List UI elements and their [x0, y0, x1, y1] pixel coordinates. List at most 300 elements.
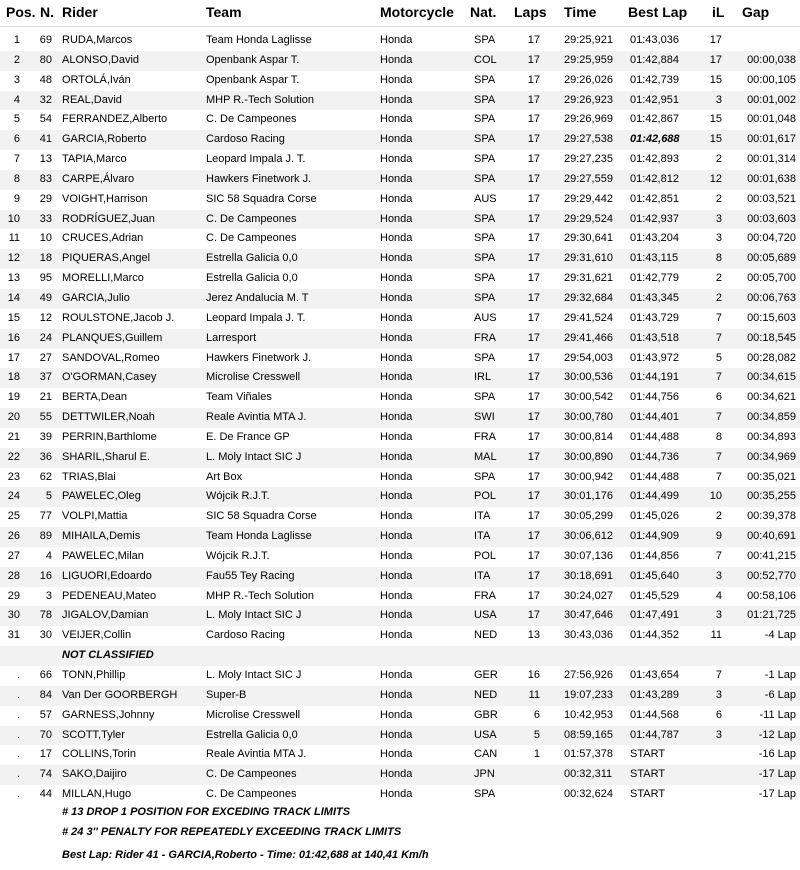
cell-race-time: 00:32,624 — [564, 788, 613, 801]
cell-nationality: GER — [474, 669, 498, 681]
cell-gap: 00:39,378 — [747, 510, 796, 523]
cell-position: 5 — [13, 113, 20, 126]
table-row — [0, 765, 800, 785]
cell-position: 18 — [7, 371, 20, 384]
cell-rider-name: REAL,David — [62, 93, 122, 106]
cell-rider-name: SHARIL,Sharul E. — [62, 450, 151, 463]
cell-motorcycle: Honda — [380, 768, 413, 781]
cell-motorcycle: Honda — [380, 53, 413, 66]
cell-rider-name: ROULSTONE,Jacob J. — [62, 311, 175, 324]
cell-position: 14 — [7, 291, 20, 304]
cell-team-name: Cardoso Racing — [206, 133, 285, 146]
cell-il: 6 — [715, 391, 722, 404]
cell-motorcycle: Honda — [380, 708, 413, 721]
table-row — [0, 468, 800, 488]
header-motorcycle: Motorcycle — [380, 4, 454, 20]
cell-motorcycle: Honda — [380, 728, 413, 741]
cell-laps: 17 — [527, 232, 540, 245]
cell-il: 3 — [715, 569, 722, 582]
cell-rider-number: 66 — [39, 669, 52, 681]
cell-team-name: Reale Avintia MTA J. — [206, 411, 307, 424]
cell-best-lap: 01:43,972 — [630, 351, 679, 364]
cell-laps: 17 — [527, 73, 540, 86]
cell-rider-name: VOIGHT,Harrison — [62, 192, 148, 205]
cell-race-time: 29:26,026 — [564, 73, 613, 86]
results-table — [0, 31, 800, 805]
cell-best-lap: 01:44,191 — [630, 371, 679, 384]
cell-nationality: SPA — [474, 34, 496, 46]
cell-gap: 00:01,638 — [747, 172, 796, 185]
cell-nationality: AUS — [474, 311, 497, 324]
cell-nationality: SPA — [474, 212, 496, 225]
cell-nationality: SPA — [474, 172, 496, 185]
cell-team-name: C. De Campeones — [206, 232, 297, 245]
cell-rider-number: 37 — [39, 371, 52, 384]
cell-nationality: POL — [474, 490, 497, 503]
cell-il: 2 — [715, 192, 722, 205]
cell-gap: 00:05,700 — [747, 272, 796, 285]
cell-race-time: 30:00,890 — [564, 450, 613, 463]
cell-team-name: Leopard Impala J. T. — [206, 153, 306, 166]
cell-rider-number: 16 — [39, 569, 52, 582]
table-row — [0, 110, 800, 130]
cell-motorcycle: Honda — [380, 510, 413, 523]
cell-rider-name: PIQUERAS,Angel — [62, 252, 151, 265]
table-row — [0, 329, 800, 349]
cell-rider-name: SANDOVAL,Romeo — [62, 351, 160, 364]
cell-gap: 00:06,763 — [747, 291, 796, 304]
cell-position: 21 — [7, 430, 20, 443]
cell-laps: 17 — [527, 34, 540, 46]
cell-team-name: Fau55 Tey Racing — [206, 569, 295, 582]
cell-position: 28 — [7, 569, 20, 582]
cell-nationality: SPA — [474, 113, 496, 126]
cell-il: 7 — [715, 311, 722, 324]
cell-position: . — [16, 768, 20, 781]
cell-best-lap: 01:45,529 — [630, 589, 679, 602]
cell-best-lap: 01:43,345 — [630, 291, 679, 304]
cell-rider-number: 54 — [39, 113, 52, 126]
cell-best-lap: 01:42,893 — [630, 153, 679, 166]
cell-motorcycle: Honda — [380, 34, 413, 46]
cell-best-lap: 01:44,488 — [630, 470, 679, 483]
cell-best-lap: 01:44,499 — [630, 490, 679, 503]
table-row — [0, 706, 800, 726]
table-row — [0, 309, 800, 329]
cell-laps: 17 — [527, 192, 540, 205]
cell-position: . — [16, 688, 20, 701]
cell-race-time: 10:42,953 — [564, 708, 613, 721]
table-row — [0, 91, 800, 111]
table-row — [0, 507, 800, 527]
cell-nationality: CAN — [474, 748, 498, 761]
table-row — [0, 31, 800, 51]
cell-position: . — [16, 669, 20, 681]
table-row — [0, 745, 800, 765]
header-rider: Rider — [62, 4, 98, 20]
table-row — [0, 726, 800, 746]
cell-gap: -17 Lap — [758, 788, 796, 801]
cell-rider-number: 17 — [39, 748, 52, 761]
cell-best-lap: 01:42,937 — [630, 212, 679, 225]
cell-rider-name: Van Der GOORBERGH — [62, 688, 178, 701]
cell-race-time: 27:56,926 — [564, 669, 613, 681]
cell-team-name: Wójcik R.J.T. — [206, 549, 270, 562]
cell-gap: 00:40,691 — [747, 530, 796, 543]
cell-best-lap: 01:42,884 — [630, 53, 679, 66]
table-row — [0, 587, 800, 607]
cell-race-time: 30:00,780 — [564, 411, 613, 424]
table-row — [0, 349, 800, 369]
cell-position: 31 — [7, 629, 20, 642]
cell-laps: 17 — [527, 113, 540, 126]
cell-nationality: SPA — [474, 232, 496, 245]
cell-motorcycle: Honda — [380, 629, 413, 642]
cell-rider-name: PAWELEC,Oleg — [62, 490, 141, 503]
cell-team-name: Microlise Cresswell — [206, 371, 301, 384]
cell-best-lap: 01:44,568 — [630, 708, 679, 721]
cell-laps: 17 — [527, 371, 540, 384]
cell-motorcycle: Honda — [380, 450, 413, 463]
cell-laps: 17 — [527, 311, 540, 324]
cell-best-lap: 01:45,026 — [630, 510, 679, 523]
cell-laps: 11 — [528, 688, 540, 701]
header-time: Time — [564, 4, 597, 20]
cell-laps: 1 — [533, 748, 540, 761]
cell-il: 7 — [715, 411, 722, 424]
cell-best-lap: 01:45,640 — [630, 569, 679, 582]
cell-gap: 00:05,689 — [747, 252, 796, 265]
cell-best-lap: 01:42,867 — [630, 113, 679, 126]
cell-team-name: Openbank Aspar T. — [206, 73, 300, 86]
cell-il: 17 — [709, 34, 722, 46]
table-row — [0, 289, 800, 309]
cell-position: 4 — [13, 93, 20, 106]
cell-rider-name: GARCIA,Julio — [62, 291, 130, 304]
cell-il: 2 — [715, 291, 722, 304]
cell-rider-name: VOLPI,Mattia — [62, 510, 128, 523]
table-row — [0, 269, 800, 289]
cell-race-time: 30:07,136 — [564, 549, 613, 562]
cell-team-name: SIC 58 Squadra Corse — [206, 192, 317, 205]
cell-rider-name: RUDA,Marcos — [62, 34, 133, 46]
cell-laps: 13 — [527, 629, 540, 642]
cell-team-name: Microlise Cresswell — [206, 708, 301, 721]
cell-il: 15 — [709, 113, 722, 126]
cell-motorcycle: Honda — [380, 490, 413, 503]
cell-nationality: SPA — [474, 391, 496, 404]
cell-motorcycle: Honda — [380, 391, 413, 404]
cell-rider-number: 4 — [45, 549, 52, 562]
cell-nationality: MAL — [474, 450, 497, 463]
cell-team-name: Larresport — [206, 331, 257, 344]
cell-nationality: COL — [474, 53, 497, 66]
cell-rider-number: 27 — [39, 351, 52, 364]
cell-motorcycle: Honda — [380, 351, 413, 364]
cell-best-lap: 01:47,491 — [630, 609, 679, 622]
cell-motorcycle: Honda — [380, 212, 413, 225]
cell-il: 4 — [715, 589, 722, 602]
cell-rider-number: 69 — [39, 34, 52, 46]
cell-rider-name: JIGALOV,Damian — [62, 609, 149, 622]
cell-gap: 00:03,521 — [747, 192, 796, 205]
cell-rider-number: 18 — [39, 252, 52, 265]
cell-rider-number: 21 — [39, 391, 52, 404]
table-row — [0, 210, 800, 230]
cell-race-time: 30:01,176 — [564, 490, 613, 503]
table-row — [0, 51, 800, 71]
cell-team-name: Reale Avintia MTA J. — [206, 748, 307, 761]
cell-motorcycle: Honda — [380, 172, 413, 185]
cell-best-lap: 01:42,851 — [630, 192, 679, 205]
cell-best-lap: 01:42,739 — [630, 73, 679, 86]
cell-position: 20 — [7, 411, 20, 424]
cell-race-time: 29:32,684 — [564, 291, 613, 304]
cell-rider-number: 33 — [39, 212, 52, 225]
cell-il: 3 — [715, 212, 722, 225]
cell-motorcycle: Honda — [380, 788, 413, 801]
header-laps: Laps — [514, 4, 547, 20]
cell-team-name: L. Moly Intact SIC J — [206, 450, 302, 463]
cell-best-lap: 01:43,036 — [630, 34, 679, 46]
cell-rider-number: 10 — [39, 232, 52, 245]
cell-team-name: MHP R.-Tech Solution — [206, 93, 315, 106]
cell-rider-name: PAWELEC,Milan — [62, 549, 144, 562]
cell-il: 8 — [715, 430, 722, 443]
cell-rider-name: O'GORMAN,Casey — [62, 371, 157, 384]
cell-laps: 17 — [527, 490, 540, 503]
table-row — [0, 150, 800, 170]
cell-rider-number: 32 — [39, 93, 52, 106]
cell-laps: 17 — [527, 252, 540, 265]
cell-motorcycle: Honda — [380, 430, 413, 443]
header-number: N. — [40, 4, 54, 20]
cell-laps: 5 — [533, 728, 540, 741]
cell-laps: 17 — [527, 133, 540, 146]
cell-laps: 17 — [527, 549, 540, 562]
cell-il: 11 — [710, 629, 722, 642]
table-row — [0, 388, 800, 408]
cell-laps: 17 — [527, 430, 540, 443]
cell-rider-name: COLLINS,Torin — [62, 748, 136, 761]
cell-gap: 00:01,002 — [747, 93, 796, 106]
table-header — [0, 0, 800, 27]
cell-il: 3 — [715, 232, 722, 245]
cell-race-time: 29:41,466 — [564, 331, 613, 344]
table-row — [0, 428, 800, 448]
cell-race-time: 30:00,536 — [564, 371, 613, 384]
cell-gap: 00:58,106 — [747, 589, 796, 602]
cell-motorcycle: Honda — [380, 331, 413, 344]
cell-gap: 00:35,021 — [747, 470, 796, 483]
cell-rider-number: 57 — [39, 708, 52, 721]
cell-rider-name: PERRIN,Barthlome — [62, 430, 157, 443]
cell-rider-name: PEDENEAU,Mateo — [62, 589, 157, 602]
cell-race-time: 29:54,003 — [564, 351, 613, 364]
best-lap-summary: Best Lap: Rider 41 - GARCIA,Roberto - Time: 01:42,688 at 140,41 Km/h — [62, 849, 429, 861]
cell-rider-number: 24 — [39, 331, 52, 344]
cell-best-lap: 01:43,289 — [630, 688, 679, 701]
cell-position: 24 — [7, 490, 20, 503]
cell-motorcycle: Honda — [380, 192, 413, 205]
cell-il: 7 — [715, 669, 722, 681]
cell-best-lap: 01:44,488 — [630, 430, 679, 443]
cell-team-name: Hawkers Finetwork J. — [206, 172, 312, 185]
cell-nationality: SPA — [474, 73, 496, 86]
cell-rider-number: 95 — [39, 272, 52, 285]
cell-rider-number: 70 — [39, 728, 52, 741]
cell-position: 19 — [7, 391, 20, 404]
cell-rider-number: 39 — [39, 430, 52, 443]
cell-nationality: ITA — [474, 530, 491, 543]
cell-rider-name: MIHAILA,Demis — [62, 530, 141, 543]
cell-best-lap: 01:42,779 — [630, 272, 679, 285]
cell-race-time: 29:27,559 — [564, 172, 613, 185]
table-row — [0, 527, 800, 547]
cell-il: 3 — [715, 728, 722, 741]
cell-best-lap: 01:44,856 — [630, 549, 679, 562]
cell-rider-number: 3 — [45, 589, 52, 602]
cell-motorcycle: Honda — [380, 252, 413, 265]
cell-il: 5 — [715, 351, 722, 364]
cell-best-lap: 01:44,756 — [630, 391, 679, 404]
cell-laps: 17 — [527, 450, 540, 463]
cell-race-time: 29:29,524 — [564, 212, 613, 225]
cell-il: 7 — [715, 470, 722, 483]
cell-best-lap: 01:43,115 — [630, 252, 679, 265]
cell-race-time: 29:31,621 — [564, 272, 613, 285]
cell-race-time: 29:41,524 — [564, 311, 613, 324]
cell-race-time: 30:47,646 — [564, 609, 613, 622]
cell-race-time: 08:59,165 — [564, 728, 613, 741]
cell-rider-number: 13 — [39, 153, 52, 166]
cell-nationality: USA — [474, 609, 497, 622]
cell-nationality: FRA — [474, 331, 496, 344]
cell-race-time: 29:31,610 — [564, 252, 613, 265]
cell-gap: 01:21,725 — [747, 609, 796, 622]
header-team: Team — [206, 4, 242, 20]
cell-position: 13 — [7, 272, 20, 285]
table-row — [0, 368, 800, 388]
cell-position: 8 — [13, 172, 20, 185]
table-row — [0, 408, 800, 428]
not-classified-header — [0, 646, 800, 666]
cell-rider-name: CRUCES,Adrian — [62, 232, 144, 245]
table-row — [0, 547, 800, 567]
cell-gap: 00:01,048 — [747, 113, 796, 126]
cell-nationality: SWI — [474, 411, 495, 424]
cell-position: 23 — [7, 470, 20, 483]
cell-best-lap: START — [630, 768, 666, 781]
cell-best-lap: 01:44,787 — [630, 728, 679, 741]
cell-nationality: IRL — [474, 371, 492, 384]
cell-team-name: Estrella Galicia 0,0 — [206, 728, 298, 741]
cell-rider-name: DETTWILER,Noah — [62, 411, 155, 424]
cell-position: 17 — [7, 351, 20, 364]
cell-race-time: 29:25,921 — [564, 34, 613, 46]
cell-laps: 17 — [527, 272, 540, 285]
cell-gap: 00:03,603 — [747, 212, 796, 225]
cell-rider-number: 77 — [39, 510, 52, 523]
cell-position: 12 — [7, 252, 20, 265]
cell-nationality: GBR — [474, 708, 498, 721]
cell-laps: 17 — [527, 411, 540, 424]
cell-il: 8 — [715, 252, 722, 265]
cell-race-time: 30:43,036 — [564, 629, 613, 642]
penalty-note-13: # 13 DROP 1 POSITION FOR EXCEDING TRACK LIMITS — [62, 806, 351, 818]
cell-laps: 17 — [527, 291, 540, 304]
cell-gap: 00:41,215 — [747, 549, 796, 562]
cell-race-time: 30:00,814 — [564, 430, 613, 443]
cell-il: 7 — [715, 331, 722, 344]
cell-rider-number: 44 — [39, 788, 52, 801]
cell-laps: 17 — [527, 351, 540, 364]
cell-nationality: SPA — [474, 351, 496, 364]
cell-laps: 16 — [527, 669, 540, 681]
cell-il: 6 — [715, 708, 722, 721]
cell-gap: 00:35,255 — [747, 490, 796, 503]
cell-team-name: C. De Campeones — [206, 113, 297, 126]
cell-rider-name: SAKO,Daijiro — [62, 768, 127, 781]
cell-rider-name: GARNESS,Johnny — [62, 708, 155, 721]
cell-position: 7 — [13, 153, 20, 166]
cell-laps: 17 — [527, 391, 540, 404]
cell-motorcycle: Honda — [380, 569, 413, 582]
cell-team-name: Super-B — [206, 688, 247, 701]
cell-rider-name: FERRANDEZ,Alberto — [62, 113, 168, 126]
cell-gap: -6 Lap — [764, 688, 796, 701]
cell-rider-name: GARCIA,Roberto — [62, 133, 147, 146]
table-row — [0, 190, 800, 210]
cell-position: . — [16, 708, 20, 721]
cell-nationality: USA — [474, 728, 497, 741]
cell-rider-number: 80 — [39, 53, 52, 66]
cell-gap: 00:52,770 — [747, 569, 796, 582]
cell-gap: 00:00,038 — [747, 53, 796, 66]
cell-position: . — [16, 748, 20, 761]
cell-nationality: ITA — [474, 569, 491, 582]
table-row — [0, 567, 800, 587]
cell-team-name: Wójcik R.J.T. — [206, 490, 270, 503]
cell-nationality: FRA — [474, 589, 496, 602]
cell-rider-name: RODRÍGUEZ,Juan — [62, 212, 155, 225]
table-row — [0, 626, 800, 646]
cell-rider-name: SCOTT,Tyler — [62, 728, 125, 741]
cell-team-name: L. Moly Intact SIC J — [206, 609, 302, 622]
cell-laps: 17 — [527, 470, 540, 483]
cell-motorcycle: Honda — [380, 73, 413, 86]
cell-position: 9 — [13, 192, 20, 205]
cell-team-name: E. De France GP — [206, 430, 290, 443]
cell-nationality: SPA — [474, 272, 496, 285]
cell-motorcycle: Honda — [380, 470, 413, 483]
cell-gap: 00:01,314 — [747, 153, 796, 166]
cell-team-name: L. Moly Intact SIC J — [206, 669, 302, 681]
cell-team-name: Estrella Galicia 0,0 — [206, 252, 298, 265]
cell-nationality: SPA — [474, 153, 496, 166]
cell-il: 2 — [715, 272, 722, 285]
cell-rider-number: 84 — [39, 688, 52, 701]
cell-gap: -11 Lap — [759, 708, 796, 721]
cell-motorcycle: Honda — [380, 589, 413, 602]
cell-rider-number: 36 — [39, 450, 52, 463]
cell-team-name: Estrella Galicia 0,0 — [206, 272, 298, 285]
cell-il: 3 — [715, 609, 722, 622]
cell-team-name: Openbank Aspar T. — [206, 53, 300, 66]
cell-il: 7 — [715, 549, 722, 562]
cell-best-lap: 01:43,518 — [630, 331, 679, 344]
cell-gap: 00:34,621 — [747, 391, 796, 404]
